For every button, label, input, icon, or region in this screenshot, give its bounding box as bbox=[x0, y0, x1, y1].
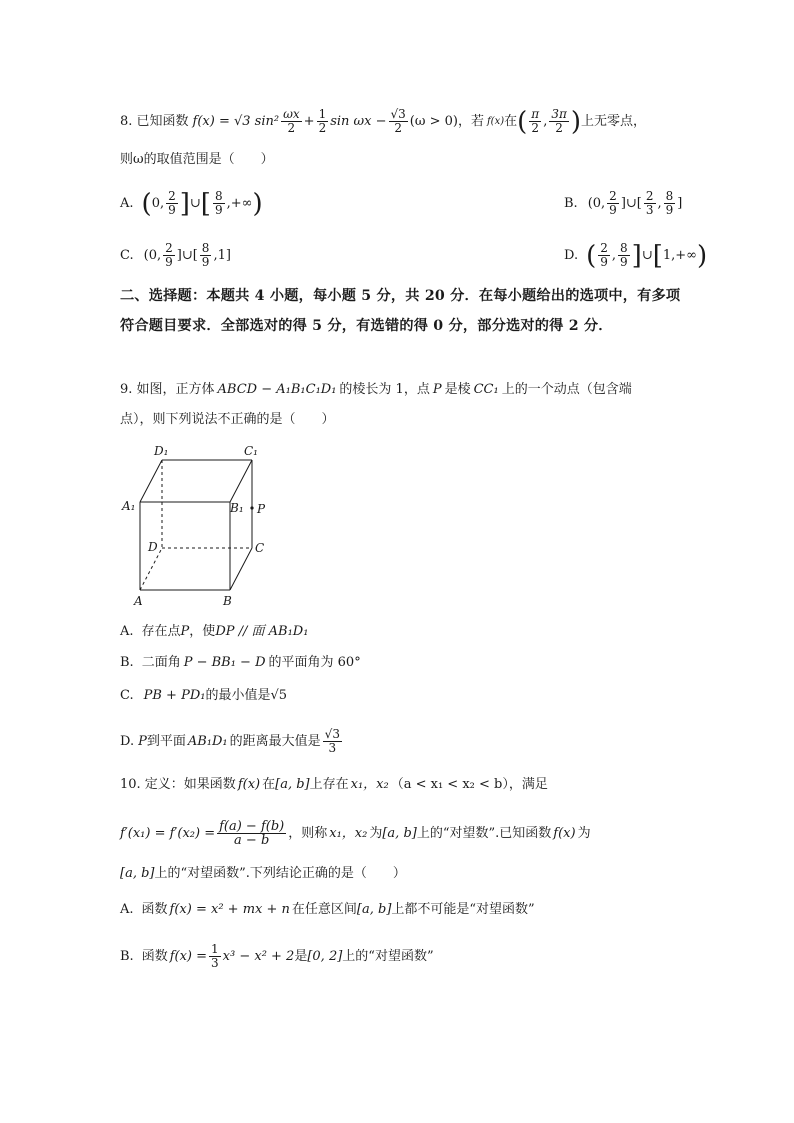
q8-function: f(x) = √3 sin² bbox=[192, 113, 280, 129]
q8-option-d: D. ( $\frac{2}{9}$ , $\frac{8}{9}$ ] ∪ [ 1,+∞ ) bbox=[564, 240, 708, 271]
q9-option-a: A. 存在点 P ，使 DP // 面 AB₁D₁ bbox=[120, 624, 309, 639]
q9-stem-line1: 9. 如图，正方体 ABCD − A₁B₁C₁D₁ 的棱长为 1，点 P 是棱 CC₁ 上的一个动点（包含端 bbox=[120, 382, 632, 397]
q8-close-paren: ) bbox=[570, 106, 582, 137]
q10-stem-line1: 10. 定义：如果函数 f(x) 在 [a, b] 上存在 x₁，x₂ （a < x₁ < x₂ < b），满足 bbox=[120, 777, 548, 792]
section-2-instructions: 二、选择题：本题共 4 小题，每小题 5 分，共 20 分．在每小题给出的选项中，有多项符合题目要求．全部选对的得 5 分，有选错的得 0 分，部分选对的得 2 分． bbox=[120, 288, 681, 334]
label-P: P bbox=[257, 502, 266, 516]
q8-open-paren: ( bbox=[517, 106, 528, 137]
label-A1: A₁ bbox=[122, 499, 136, 513]
q10-option-a: A. 函数 f(x) = x² + mx + n 在任意区间 [a, b] 上都不可能是“对望函数” bbox=[120, 902, 535, 917]
q8-option-a: A. ( 0, $\frac{2}{9}$ ] ∪ [ $\frac{8}{9}$ ,+∞ ) B. (0, $\frac{2}{9}$ ]∪[ $\frac{2}{3}$ , $\frac{8}{9}$ ] bbox=[120, 188, 683, 219]
edge-C1-B1 bbox=[230, 460, 252, 502]
edge-A-D-hidden bbox=[140, 548, 162, 590]
q9-option-b: B. 二面角 P − BB₁ − D 的平面角为 60° bbox=[120, 655, 361, 670]
q9-stem-line2: 点），则下列说法不正确的是（ ） bbox=[120, 412, 335, 427]
q8-frac-1-2: $\frac{1}{2}$ bbox=[318, 107, 327, 135]
label-C1: C₁ bbox=[244, 444, 258, 458]
q10-stem-line3: [a, b] 上的“对望函数”.下列结论正确的是（ ） bbox=[120, 866, 406, 881]
q8-stem-line1: 8. 已知函数 f(x) = √3 sin² $\frac{\omega x}{2}$ + $\frac{1}{2}$ sin ωx − $\frac{√3}{2}$ (ω > 0)，若 f(x) 在 ( $\frac{\pi}{2}$ , $\frac{3\pi}{2}$ ) 上无零点， bbox=[120, 106, 647, 137]
label-A: A bbox=[134, 594, 143, 608]
label-D: D bbox=[148, 540, 158, 554]
label-D1: D₁ bbox=[154, 444, 169, 458]
q9-option-c: C. PB + PD₁ 的最小值是 √5 bbox=[120, 688, 288, 703]
q10-stem-line2: f′(x₁) = f′(x₂) = $\frac{f(a) - f(b)}{a - b}$ ，则称 x₁，x₂ 为 [a, b] 上的“对望数”.已知函数 f(x) 为 bbox=[120, 819, 591, 848]
q8-frac-pi-2: $\frac{\pi}{2}$ bbox=[531, 107, 540, 135]
label-B1: B₁ bbox=[230, 501, 244, 515]
point-P bbox=[250, 506, 253, 509]
edge-C-B bbox=[230, 548, 252, 590]
cube-figure bbox=[118, 438, 278, 610]
q8-option-c: C. (0, $\frac{2}{9}$ ]∪[ $\frac{8}{9}$ ,1] D. ( $\frac{2}{9}$ , $\frac{8}{9}$ ] ∪ [ 1,+∞ ) bbox=[120, 240, 708, 271]
q8-stem-line2: 则ω的取值范围是（ ） bbox=[120, 152, 274, 167]
q8-frac-3pi-2: $\frac{3\pi}{2}$ bbox=[551, 107, 567, 135]
q8-number: 8. 已知函数 bbox=[120, 113, 189, 129]
edge-A1-D1 bbox=[140, 460, 162, 502]
label-C: C bbox=[255, 541, 265, 555]
q8-frac-sqrt3-2: $\frac{√3}{2}$ bbox=[390, 107, 406, 135]
q10-option-b: B. 函数 f(x) = $\frac{1}{3}$ x³ − x² + 2 是 [0, 2] 上的“对望函数” bbox=[120, 942, 434, 970]
q9-option-d: D. P 到平面 AB₁D₁ 的距离最大值是 $\frac{√3}{3}$ bbox=[120, 727, 340, 755]
label-B: B bbox=[223, 594, 232, 608]
q8-frac-wx-2: $\frac{\omega x}{2}$ bbox=[283, 107, 300, 135]
q8-option-b: B. (0, $\frac{2}{9}$ ]∪[ $\frac{2}{3}$ , $\frac{8}{9}$ ] bbox=[564, 189, 683, 217]
